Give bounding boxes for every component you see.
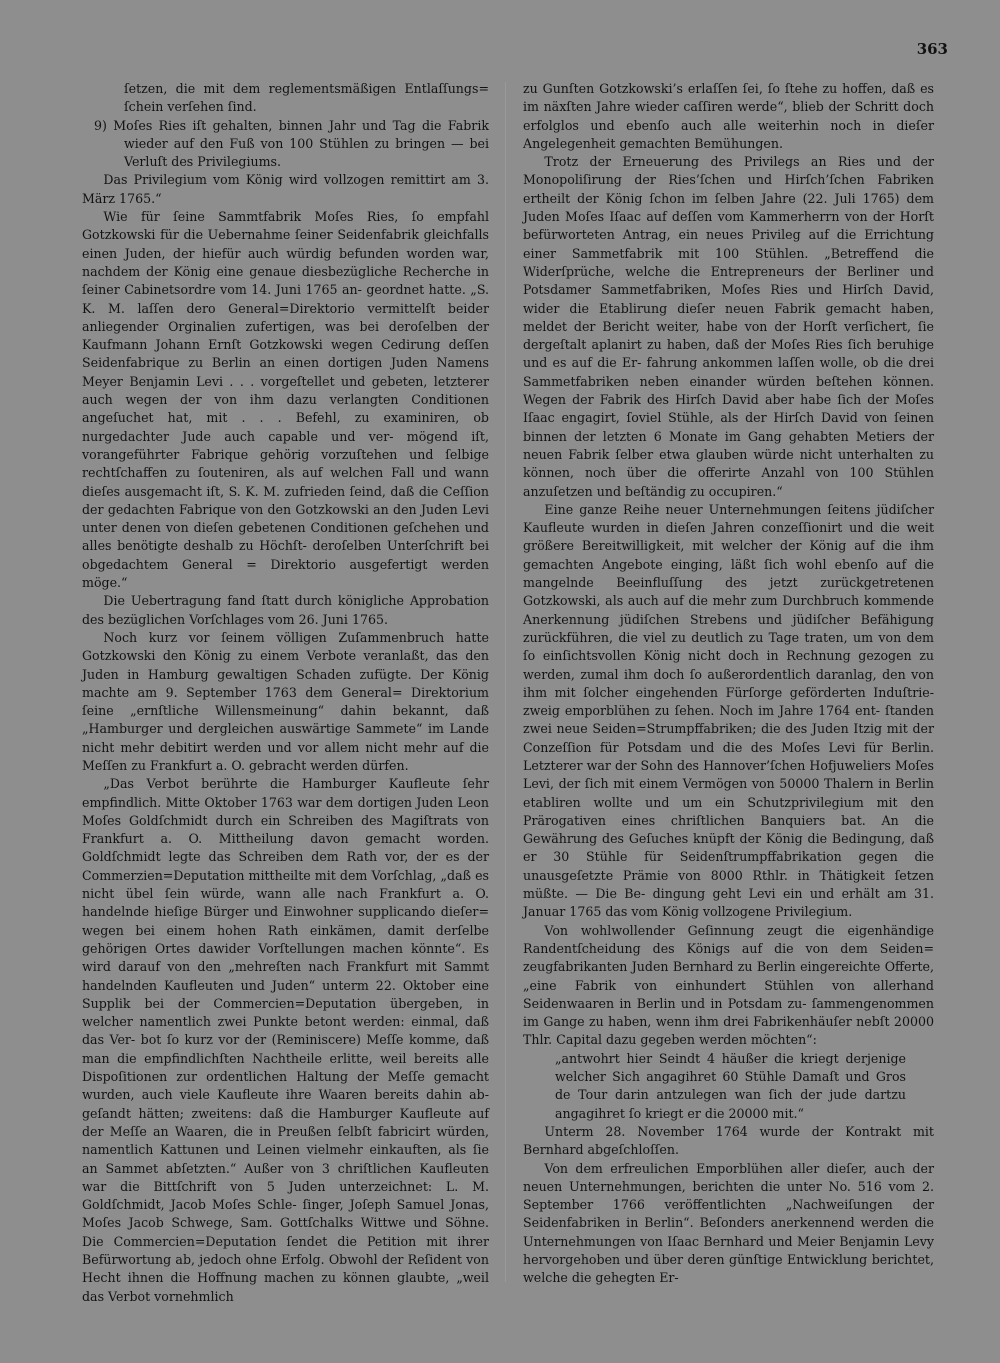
- paragraph: zu Gunſten Gotzkowski’s erlaſſen ſei, ſo ſtehe zu hoffen, daß es im näxſten Jahre wieder caſſiren werde“, blieb der Schritt doch erfolglos und ebenſo auch alle weiterhin noch in dieſer Angelegenheit gemachten Bemühungen.: [523, 81, 934, 151]
- paragraph: Die Uebertragung fand ſtatt durch königliche Approbation des bezüglichen Vorſchlages vom 26. Juni 1765.: [82, 593, 489, 627]
- left-column: [82, 80, 489, 1306]
- block-quote: „antwohrt hier Seindt 4 häußer die kriegt derjenige welcher Sich angagihret 60 Stühle Damaſt und Gros de Tour darin antzulegen wan ſich der jude dartzu angagihret ſo kriegt er die 20000 mit.“: [555, 1050, 906, 1121]
- paragraph: Unterm 28. November 1764 wurde der Kontrakt mit Bernhard abgeſchloſſen.: [523, 1123, 934, 1158]
- column-divider: [505, 82, 506, 1282]
- right-column: [523, 80, 934, 1288]
- paragraph: 9) Moſes Ries iſt gehalten, binnen Jahr und Tag die Fabrik wieder auf den Fuß von 100 Stühlen zu bringen — bei Verluſt des Privilegiums.: [94, 117, 489, 170]
- paragraph: Noch kurz vor ſeinem völligen Zuſammenbruch hatte Gotzkowski den König zu einem Verbote veranlaßt, das den Juden in Hamburg gewaltigen Schaden zufügte. Der König machte am 9. September 1763 dem General= Direktorium ſeine „ernſtliche Willensmeinung“ dahin bekannt, daß „Hamburger und dergleichen auswärtige Sammete“ im Lande nicht mehr debitirt werden und vor allem nicht mehr auf die Meſſen zu Frankfurt a. O. gebracht werden dürfen.: [82, 629, 489, 773]
- paragraph: Eine ganze Reihe neuer Unternehmungen ſeitens jüdiſcher Kaufleute wurden in dieſen Jahren conzeſſionirt und die weit größere Bereitwilligkeit, mit welcher der König auf die ihm gemachten Angebote einging, läßt ſich wohl ebenſo auf die mangelnde Beeinfluſſung des jetzt zurückgetretenen Gotzkowski, als auch auf die mehr zum Durchbruch kommende Anerkennung jüdiſchen Strebens und jüdiſcher Befähigung zurückführen, die viel zu deutlich zu Tage traten, um von dem ſo einſichtsvollen König nicht doch in Rechnung gezogen zu werden, zumal ihm doch ſo außerordentlich daranlag, den von ihm mit ſolcher eingehenden Fürſorge geförderten Induſtrie- zweig emporblühen zu ſehen. Noch im Jahre 1764 ent- ſtanden zwei neue Seiden=Strumpffabriken; die des Juden Itzig mit der Conzeſſion für Potsdam und die des Moſes Levi für Berlin. Letzterer war der Sohn des Hannover’ſchen Hofjuweliers Moſes Levi, der ſich mit einem Vermögen von 50000 Thalern in Berlin etabliren wollte und um ein Schutzprivilegium mit den Prärogativen eines chriſtlichen Banquiers bat. An die Gewährung des Geſuches knüpft der König die Bedingung, daß er 30 Stühle für Seidenſtrumpffabrikation gegen die unausgeſetzte Prämie von 8000 Rthlr. in Thätigkeit ſetzen müßte. — Die Be- dingung geht Levi ein und erhält am 31. Januar 1765 das vom König vollzogene Privilegium.: [523, 501, 934, 920]
- paragraph: Trotz der Erneuerung des Privilegs an Ries und der Monopoliſirung der Ries’ſchen und Hirſch’ſchen Fabriken ertheilt der König ſchon im ſelben Jahre (22. Juli 1765) dem Juden Moſes Iſaac auf deſſen vom Kammerherrn von der Horſt befürworteten Antrag, ein neues Privileg auf die Errichtung einer Sammetfabrik mit 100 Stühlen. „Betreffend die Widerſprüche, welche die Entrepreneurs der Berliner und Potsdamer Sammetfabriken, Moſes Ries und Hirſch David, wider die Etablirung dieſer neuen Fabrik gemacht haben, meldet der Bericht weiter, habe von der Horſt verſichert, ſie dergeſtalt aplanirt zu haben, daß der Moſes Ries ſich beruhige und es auf die Er- fahrung ankommen laſſen wolle, ob die drei Sammetfabriken neben einander würden beſtehen können. Wegen der Fabrik des Hirſch David aber habe ſich der Moſes Iſaac engagirt, ſoviel Stühle, als der Hirſch David von ſeinen binnen der letzten 6 Monate im Gang gehabten Metiers der neuen Fabrik ſelber etwa glauben würde nicht unterhalten zu können, noch über die offerirte Anzahl von 100 Stühlen anzuſetzen und beſtändig zu occupiren.“: [523, 154, 934, 499]
- page-number: 363: [916, 40, 948, 58]
- paragraph: „Das Verbot berührte die Hamburger Kaufleute ſehr empfindlich. Mitte Oktober 1763 war dem dortigen Juden Leon Moſes Goldſchmidt durch ein Schreiben des Magiſtrats von Frankfurt a. O. Mittheilung davon gemacht worden. Goldſchmidt legte das Schreiben dem Rath vor, der es der Commerzien=Deputation mittheilte mit dem Vorſchlag, „daß es nicht übel ſein würde, wann alle nach Frankfurt a. O. handelnde hieſige Bürger und Einwohner supplicando dieſer= wegen bei einem hohen Rath einkämen, damit derſelbe gehörigen Ortes dawider Vorſtellungen machen könnte“. Es wird darauf von den „mehreſten nach Frankfurt mit Sammt handelnden Kaufleuten und Juden“ unterm 22. Oktober eine Supplik bei der Commercien=Deputation übergeben, in welcher namentlich zwei Punkte betont werden: einmal, daß das Ver- bot ſo kurz vor der (Reminiscere) Meſſe komme, daß man die empfindlichſten Nachtheile erlitte, weil bereits alle Dispoſitionen zur ordentlichen Haltung der Meſſe gemacht wurden, auch viele Kaufleute ihre Waaren bereits dahin ab- geſandt hätten; zweitens: daß die Hamburger Kaufleute auf der Meſſe an Waaren, die in Preußen ſelbſt fabricirt würden, namentlich Kattunen und Leinen vielmehr einkauften, als ſie an Sammet abſetzten.“ Außer von 3 chriſtlichen Kaufleuten war die Bittſchrift von 5 Juden unterzeichnet: L. M. Goldſchmidt, Jacob Moſes Schle- ſinger, Joſeph Samuel Jonas, Moſes Jacob Schwege, Sam. Gottſchalks Wittwe und Söhne. Die Commercien=Deputation ſendet die Petition mit ihrer Befürwortung ab, jedoch ohne Erfolg. Obwohl der Reſident von Hecht ihnen die Hoffnung machen zu können glaubte, „weil das Verbot vornehmlich: [82, 776, 489, 1304]
- paragraph: Von wohlwollender Geſinnung zeugt die eigenhändige Randentſcheidung des Königs auf die von dem Seiden= zeugfabrikanten Juden Bernhard zu Berlin eingereichte Offerte, „eine Fabrik von einhundert Stühlen von allerhand Seidenwaaren in Berlin und in Potsdam zu- ſammengenommen im Gange zu haben, wenn ihm drei Fabrikenhäuſer nebſt 20000 Thlr. Capital dazu gegeben werden möchten“:: [523, 922, 934, 1048]
- paragraph: Wie für ſeine Sammtfabrik Moſes Ries, ſo empfahl Gotzkowski für die Uebernahme ſeiner Seidenfabrik gleichfalls einen Juden, der hiefür auch würdig befunden worden war, nachdem der König eine genaue diesbezügliche Recherche in ſeiner Cabinetsordre vom 14. Juni 1765 an- geordnet hatte. „S. K. M. laſſen dero General=Direktorio vermittelſt beider anliegender Orginalien zufertigen, was bei deroſelben der Kaufmann Johann Ernſt Gotzkowski wegen Cedirung deſſen Seidenfabrique zu Berlin an einen dortigen Juden Namens Meyer Benjamin Levi . . . vorgeſtellet und gebeten, letzterer auch wegen der von ihm dazu verlangten Conditionen angeſuchet hat, mit . . . Befehl, zu examiniren, ob nurgedachter Jude auch capable und ver- mögend iſt, vorangeführter Fabrique gehörig vorzuſtehen und ſelbige rechtſchaffen zu ſouteniren, als auf welchen Fall und wann dieſes ausgemacht iſt, S. K. M. zufrieden ſeind, daß die Ceſſion der gedachten Fabrique von den Gotzkowski an den Juden Levi unter denen von dieſen gebetenen Conditionen geſchehen und alles benötigte deshalb zu Höchſt- deroſelben Unterſchrift bei obgedachtem General = Direktorio ausgefertigt werden möge.“: [82, 209, 489, 591]
- paragraph: ſetzen, die mit dem reglementsmäßigen Entlaſſungs= ſchein verſehen ſind.: [124, 81, 489, 115]
- paragraph: Das Privilegium vom König wird vollzogen remittirt am 3. März 1765.“: [82, 172, 489, 206]
- paragraph: Von dem erfreulichen Emporblühen aller dieſer, auch der neuen Unternehmungen, berichten die unter No. 516 vom 2. September 1766 veröffentlichten „Nachweiſungen der Seidenfabriken in Berlin“. Beſonders anerkennend werden die Unternehmungen von Iſaac Bernhard und Meier Benjamin Levy hervorgehoben und über deren günſtige Entwicklung berichtet, welche die gehegten Er-: [523, 1160, 934, 1286]
